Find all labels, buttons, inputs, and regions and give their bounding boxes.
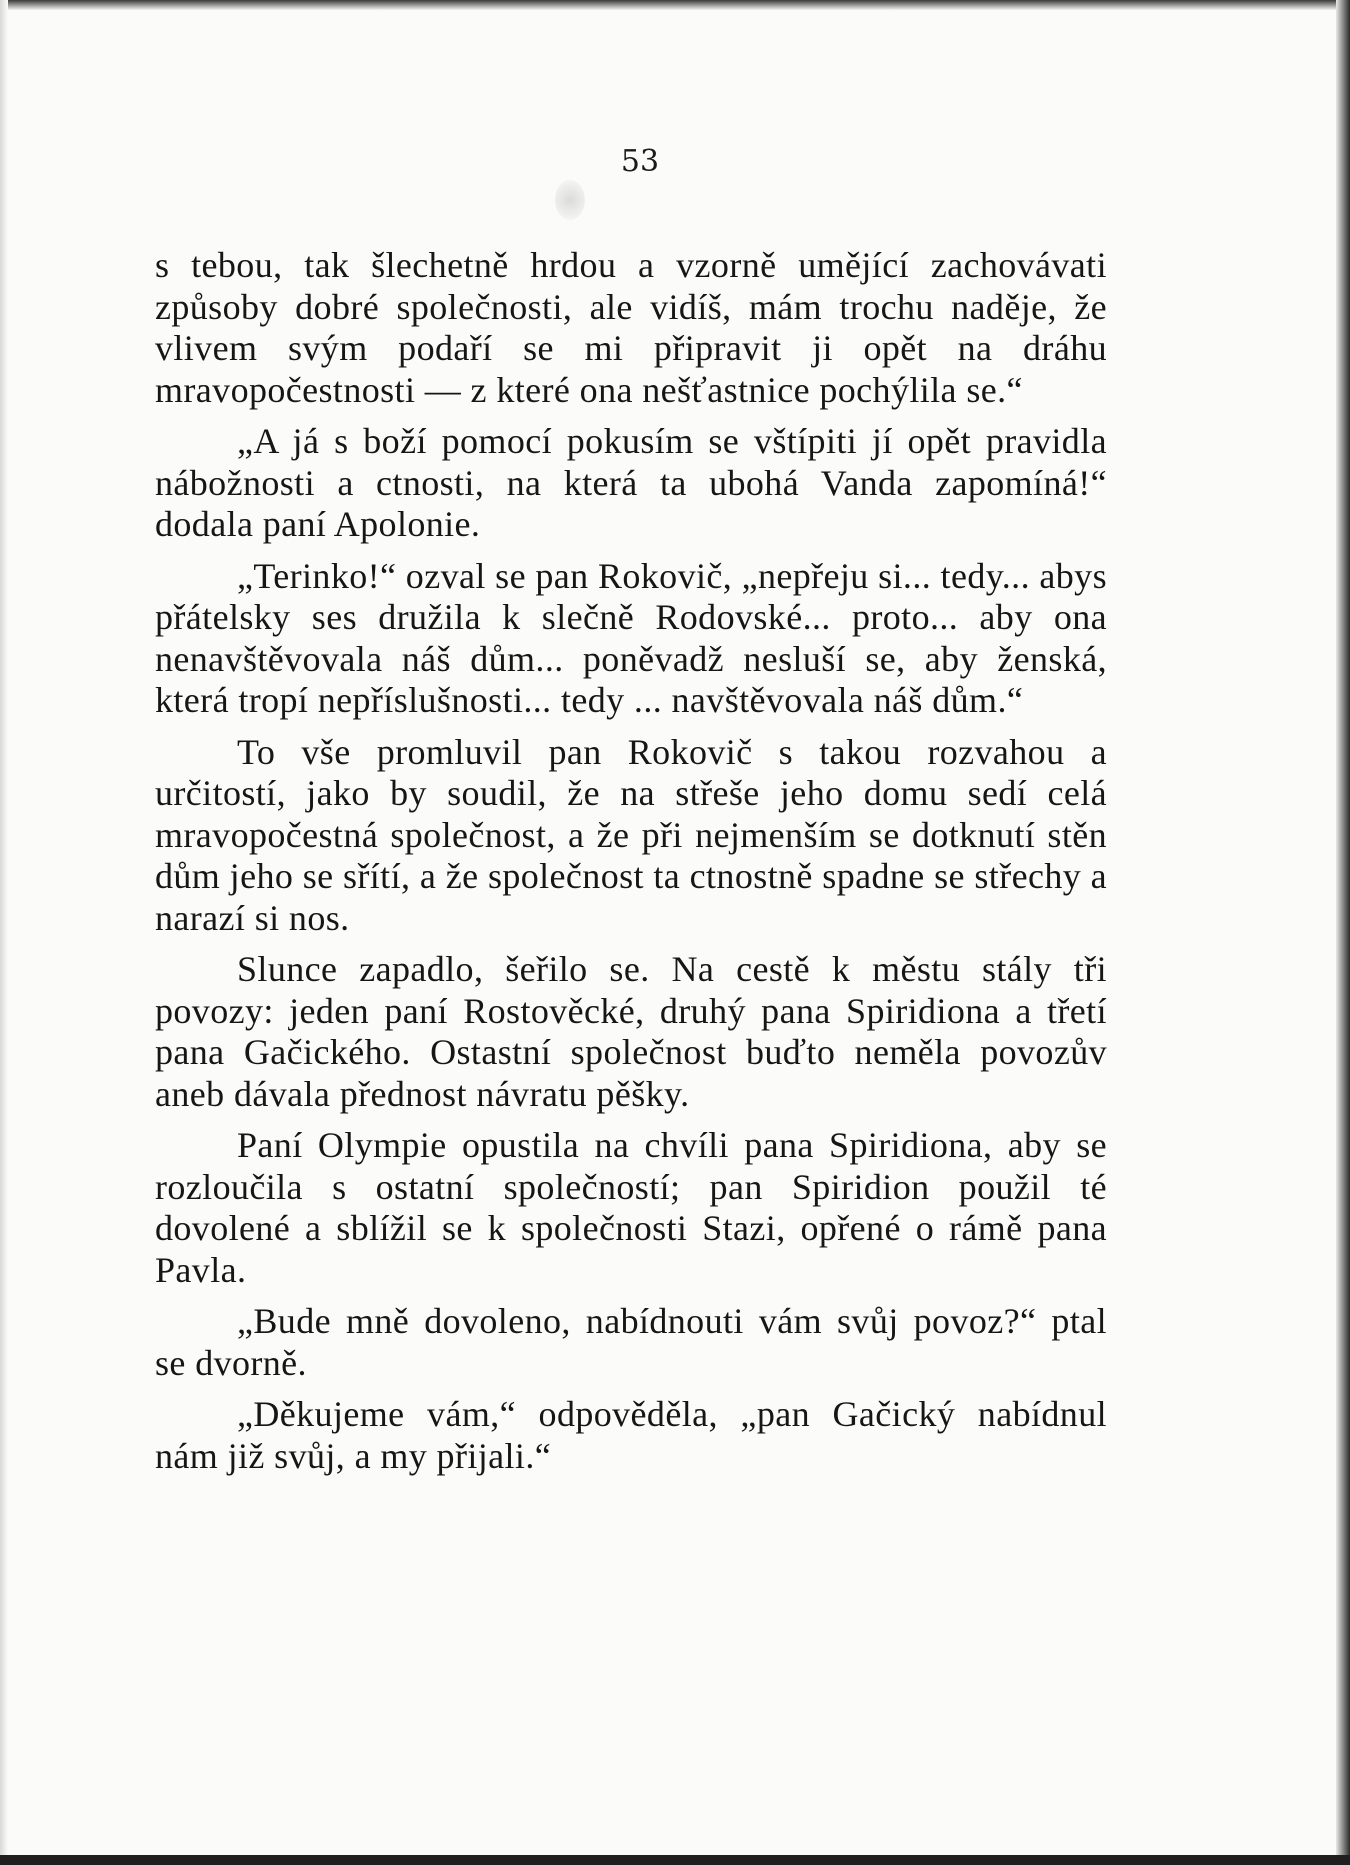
- paragraph: „A já s boží pomocí pokusím se vštípiti jí opět pravidla nábožnosti a ctnosti, na která ta ubohá Vanda zapomíná!“ dodala paní Apolonie.: [155, 421, 1107, 544]
- scan-edge-right: [1336, 0, 1350, 1865]
- paragraph: To vše promluvil pan Rokovič s takou rozvahou a určitostí, jako by soudil, že na střeše jeho domu sedí celá mravopočestná společnost, a že při nejmenším se dotknutí stěn dům jeho se sřítí, a že společnost ta ctnostně spadne se střechy a narazí si nos.: [155, 731, 1107, 938]
- paragraph: „Bude mně dovoleno, nabídnouti vám svůj povoz?“ ptal se dvorně.: [155, 1301, 1107, 1383]
- scan-edge-top: [0, 0, 1350, 10]
- scan-edge-bottom: [0, 1855, 1350, 1865]
- paragraph: s tebou, tak šlechetně hrdou a vzorně umějící zachovávati způsoby dobré společnosti, ale vidíš, mám trochu naděje, že vlivem svým podaří se mi připravit ji opět na dráhu mravopočestnosti — z které ona nešťastnice pochýlila se.“: [155, 245, 1107, 410]
- ink-smudge: [555, 180, 585, 220]
- paragraph: „Děkujeme vám,“ odpověděla, „pan Gačický nabídnul nám již svůj, a my přijali.“: [155, 1394, 1107, 1476]
- scan-edge-left: [0, 0, 8, 1865]
- paragraph: Slunce zapadlo, šeřilo se. Na cestě k městu stály tři povozy: jeden paní Rostověcké, druhý pana Spiridiona a třetí pana Gačického. Ostastní společnost buďto neměla povozův aneb dávala přednost návratu pěšky.: [155, 949, 1107, 1114]
- body-text: [155, 245, 1107, 1487]
- paragraph: Paní Olympie opustila na chvíli pana Spiridiona, aby se rozloučila s ostatní společností; pan Spiridion použil té dovolené a sblížil se k společnosti Stazi, opřené o rámě pana Pavla.: [155, 1125, 1107, 1290]
- paragraph: „Terinko!“ ozval se pan Rokovič, „nepřeju si... tedy... abys přátelsky ses družila k slečně Rodovské... proto... aby ona nenavštěvovala náš dům... poněvadž nesluší se, aby ženská, která tropí nepříslušnosti... tedy ... navštěvovala náš dům.“: [155, 555, 1107, 720]
- page-number: 53: [620, 144, 660, 179]
